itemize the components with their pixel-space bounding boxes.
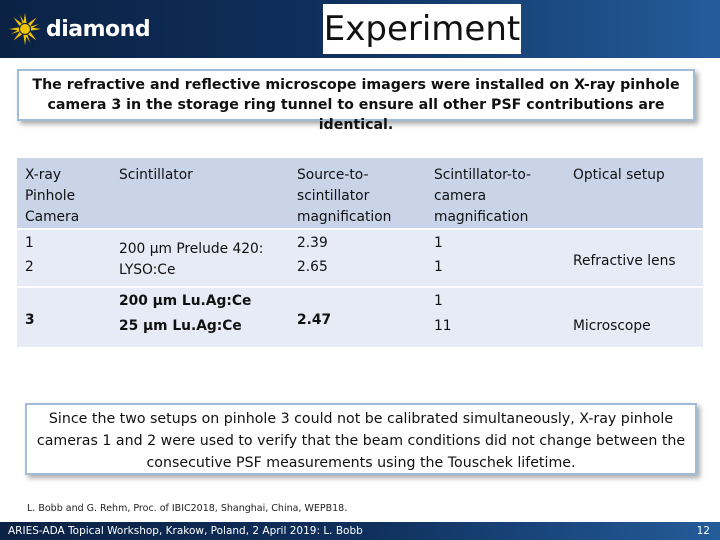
- camera-cell: 2: [17, 257, 111, 286]
- header-camera-magnification: Scintillator-to- camera magnification: [426, 158, 565, 228]
- camera-magnification-cell: 1: [426, 286, 565, 315]
- header-bar: [0, 0, 720, 58]
- scintillator-cell: 200 µm Lu.Ag:Ce: [111, 286, 289, 315]
- source-magnification-cell: 2.47: [289, 286, 426, 347]
- header-camera: X-ray Pinhole Camera: [17, 158, 111, 228]
- optical-setup-cell: [565, 286, 703, 315]
- footer-text: ARIES-ADA Topical Workshop, Krakow, Poland, 2 April 2019: L. Bobb: [8, 525, 363, 537]
- page-number: 12: [696, 525, 710, 537]
- setup-table: [17, 158, 703, 347]
- camera-cell: 1: [17, 228, 111, 257]
- diamond-logo-icon: [8, 12, 42, 46]
- header-scintillator: Scintillator: [111, 158, 289, 228]
- header-optical-setup: Optical setup: [565, 158, 703, 228]
- optical-setup-cell: Refractive lens: [565, 228, 703, 286]
- source-magnification-cell: 2.39: [289, 228, 426, 257]
- camera-cell: 3: [17, 286, 111, 347]
- table-row: [17, 228, 703, 257]
- camera-magnification-cell: 1: [426, 228, 565, 257]
- logo-text: diamond: [46, 16, 151, 42]
- title-box: [323, 4, 521, 54]
- camera-magnification-cell: 1: [426, 257, 565, 286]
- scintillator-cell: 25 µm Lu.Ag:Ce: [111, 315, 289, 347]
- table-header-row: [17, 158, 703, 228]
- camera-magnification-cell: 11: [426, 315, 565, 347]
- source-magnification-cell: 2.65: [289, 257, 426, 286]
- footer-bar: [0, 522, 720, 540]
- citation: L. Bobb and G. Rehm, Proc. of IBIC2018, Shanghai, China, WEPB18.: [27, 503, 348, 514]
- diamond-logo: [8, 12, 150, 46]
- page-title: Experiment: [323, 9, 521, 49]
- conclusion-box: Since the two setups on pinhole 3 could not be calibrated simultaneously, X-ray pinhole cameras 1 and 2 were used to verify that the beam conditions did not change between the consecutive PSF measurements using the Touschek lifetime.: [25, 403, 697, 475]
- scintillator-cell: 200 µm Prelude 420: LYSO:Ce: [111, 228, 289, 286]
- table-row: [17, 286, 703, 315]
- intro-box: The refractive and reflective microscope imagers were installed on X-ray pinhole camera 3 in the storage ring tunnel to ensure all other PSF contributions are identical.: [17, 69, 695, 121]
- header-source-magnification: Source-to- scintillator magnification: [289, 158, 426, 228]
- optical-setup-cell: Microscope: [565, 315, 703, 347]
